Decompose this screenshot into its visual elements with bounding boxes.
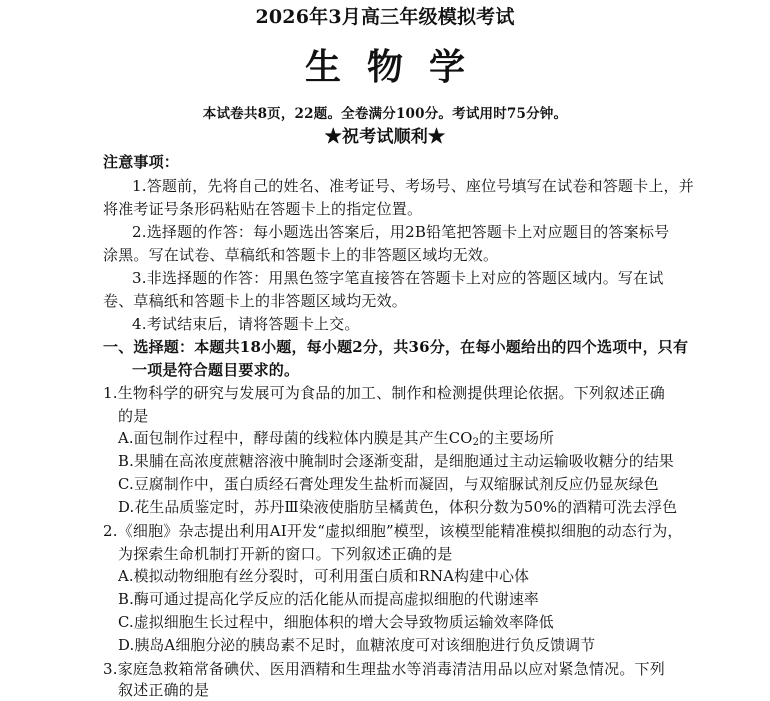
question-1-stem-line1: 1.生物科学的研究与发展可为食品的加工、制作和检测提供理论依据。下列叙述正确 (103, 384, 665, 402)
section-one-heading-line1: 一、选择题：本题共18小题，每小题2分，共36分，在每小题给出的四个选项中，只有 (103, 338, 689, 356)
notice-item-3-line2: 卷、草稿纸和答题卡上的非答题区域均无效。 (103, 292, 408, 310)
question-1-option-a: A.面包制作过程中，酵母菌的线粒体内膜是其产生$CO_2$的主要场所 (118, 430, 555, 448)
subject-title: 生物学 (304, 46, 491, 88)
notice-item-2-line1: 2.选择题的作答：每小题选出答案后，用2B铅笔把答题卡上对应题目的答案标号 (132, 223, 670, 241)
notice-item-3-line1: 3.非选择题的作答：用黑色签字笔直接答在答题卡上对应的答题区域内。写在试 (132, 269, 664, 287)
question-2-stem-line1: 2.《细胞》杂志提出利用AI开发“虚拟细胞”模型，该模型能精准模拟细胞的动态行为， (103, 522, 683, 540)
notice-item-4: 4.考试结束后，请将答题卡上交。 (132, 315, 360, 333)
exam-meta: 本试卷共8页，22题。全卷满分100分。考试用时75分钟。 (202, 106, 568, 122)
question-1-option-c: C.豆腐制作中，蛋白质经石膏处理发生盐析而凝固，与双缩脲试剂反应仍显灰绿色 (118, 476, 659, 493)
question-2-option-d: D.胰岛A细胞分泌的胰岛素不足时，血糖浓度可对该细胞进行负反馈调节 (118, 637, 596, 654)
question-3-stem-line2: 叙述正确的是 (118, 681, 210, 699)
notice-item-1-line2: 将准考证号条形码粘贴在答题卡上的指定位置。 (103, 200, 423, 218)
notice-item-1-line1: 1.答题前，先将自己的姓名、准考证号、考场号、座位号填写在试卷和答题卡上，并 (132, 177, 694, 195)
exam-title: 2026年3月高三年级模拟考试 (255, 6, 515, 28)
question-1-stem-line2: 的是 (118, 407, 149, 425)
good-luck-banner: ★祝考试顺利★ (324, 127, 446, 147)
notice-heading: 注意事项： (103, 153, 180, 171)
question-2-option-c: C.虚拟细胞生长过程中，细胞体积的增大会导致物质运输效率降低 (118, 614, 554, 631)
question-2-stem-line2: 为探索生命机制打开新的窗口。下列叙述正确的是 (118, 545, 453, 563)
question-2-option-b: B.酶可通过提高化学反应的活化能从而提高虚拟细胞的代谢速率 (118, 591, 539, 608)
question-3-stem-line1: 3.家庭急救箱常备碘伏、医用酒精和生理盐水等消毒清洁用品以应对紧急情况。下列 (103, 660, 665, 678)
question-2-option-a: A.模拟动物细胞有丝分裂时，可利用蛋白质和RNA构建中心体 (118, 568, 530, 585)
notice-item-2-line2: 涂黑。写在试卷、草稿纸和答题卡上的非答题区域均无效。 (103, 246, 499, 264)
question-1-option-d: D.花生品质鉴定时，苏丹Ⅲ染液使脂肪呈橘黄色，体积分数为50%的酒精可洗去浮色 (118, 499, 678, 516)
section-one-heading-line2: 一项是符合题目要求的。 (132, 361, 300, 379)
question-1-option-b: B.果脯在高浓度蔗糖溶液中腌制时会逐渐变甜，是细胞通过主动运输吸收糖分的结果 (118, 453, 674, 470)
